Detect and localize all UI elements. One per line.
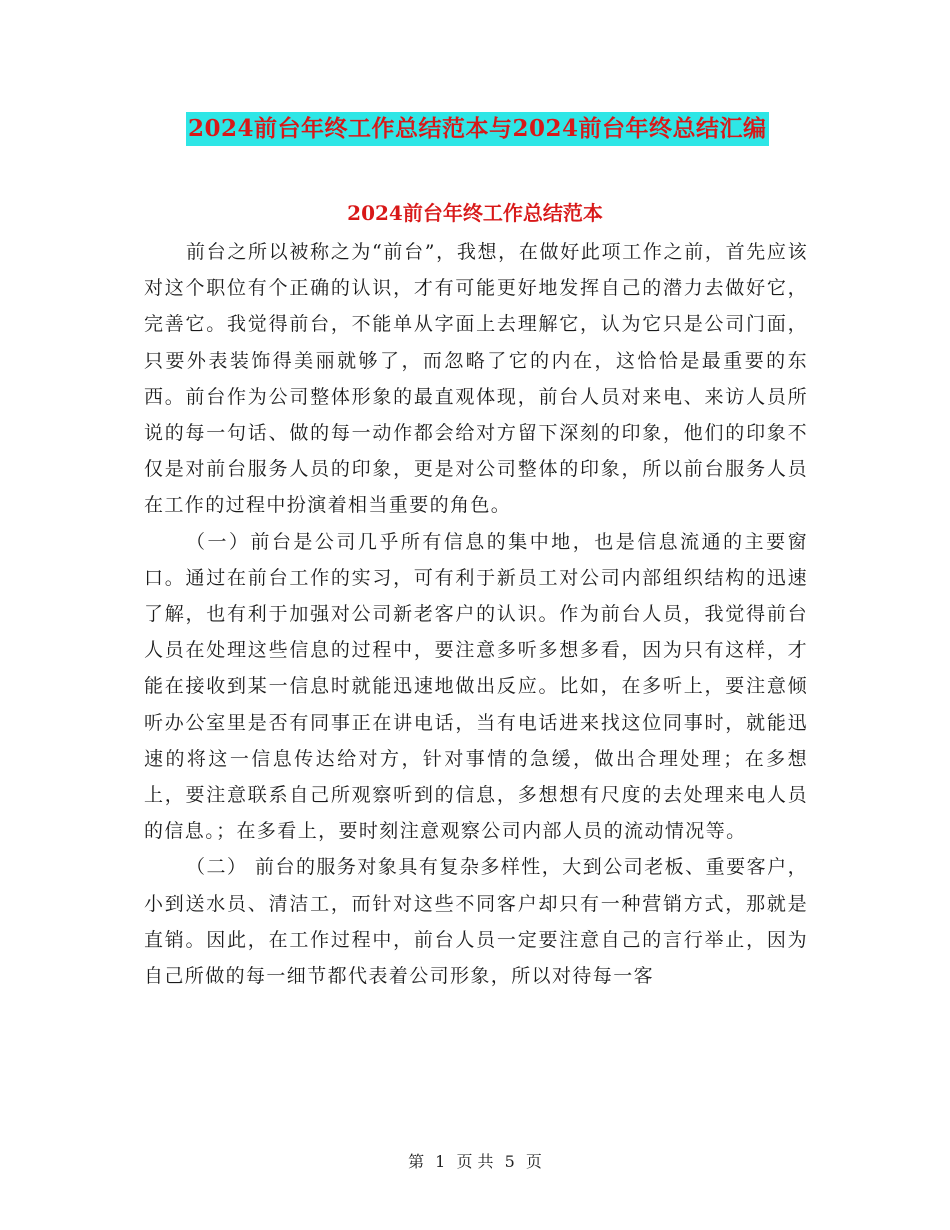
body-paragraph-2: （一）前台是公司几乎所有信息的集中地，也是信息流通的主要窗口。通过在前台工作的实习，可有利于新员工对公司内部组织结构的迅速了解，也有利于加强对公司新老客户的认识。作为前台人员，我觉得前台人员在处理这些信息的过程中，要注意多听多想多看，因为只有这样，才能在接收到某一信息时就能迅速地做出反应。比如，在多听上，要注意倾听办公室里是否有同事正在讲电话，当有电话进来找这位同事时，就能迅速的将这一信息传达给对方，针对事情的急缓，做出合理处理；在多想上，要注意联系自己所观察听到的信息，多想想有尺度的去处理来电人员的信息。；在多看上，要时刻注意观察公司内部人员的流动情况等。 (144, 530, 808, 843)
document-body (144, 216, 808, 994)
footer-total-pages: 5 (504, 1152, 515, 1171)
body-paragraph-1: 前台之所以被称之为“前台”，我想，在做好此项工作之前，首先应该对这个职位有个正确的认识，才有可能更好地发挥自己的潜力去做好它，完善它。我觉得前台，不能单从字面上去理解它，认为它只是公司门面，只要外表装饰得美丽就够了，而忽略了它的内在，这恰恰是最重要的东西。前台作为公司整体形象的最直观体现，前台人员对来电、来访人员所说的每一句话、做的每一动作都会给对方留下深刻的印象，他们的印象不仅是对前台服务人员的印象，更是对公司整体的印象，所以前台服务人员在工作的过程中扮演着相当重要的角色。 (144, 241, 808, 517)
footer-middle: 页 共 (456, 1152, 494, 1171)
section-title: 2024前台年终工作总结范本 (347, 201, 603, 225)
footer-prefix: 第 (408, 1152, 425, 1171)
document-main-title: 2024前台年终工作总结范本与2024前台年终总结汇编 (186, 112, 769, 146)
footer-page-number: 1 (435, 1152, 446, 1171)
footer-suffix: 页 (525, 1152, 542, 1171)
page-footer (0, 1150, 950, 1174)
body-paragraph-3: （二） 前台的服务对象具有复杂多样性，大到公司老板、重要客户，小到送水员、清洁工，而针对这些不同客户却只有一种营销方式，那就是直销。因此，在工作过程中，前台人员一定要注意自己的言行举止，因为自己所做的每一细节都代表着公司形象，所以对待每一客 (144, 856, 808, 988)
